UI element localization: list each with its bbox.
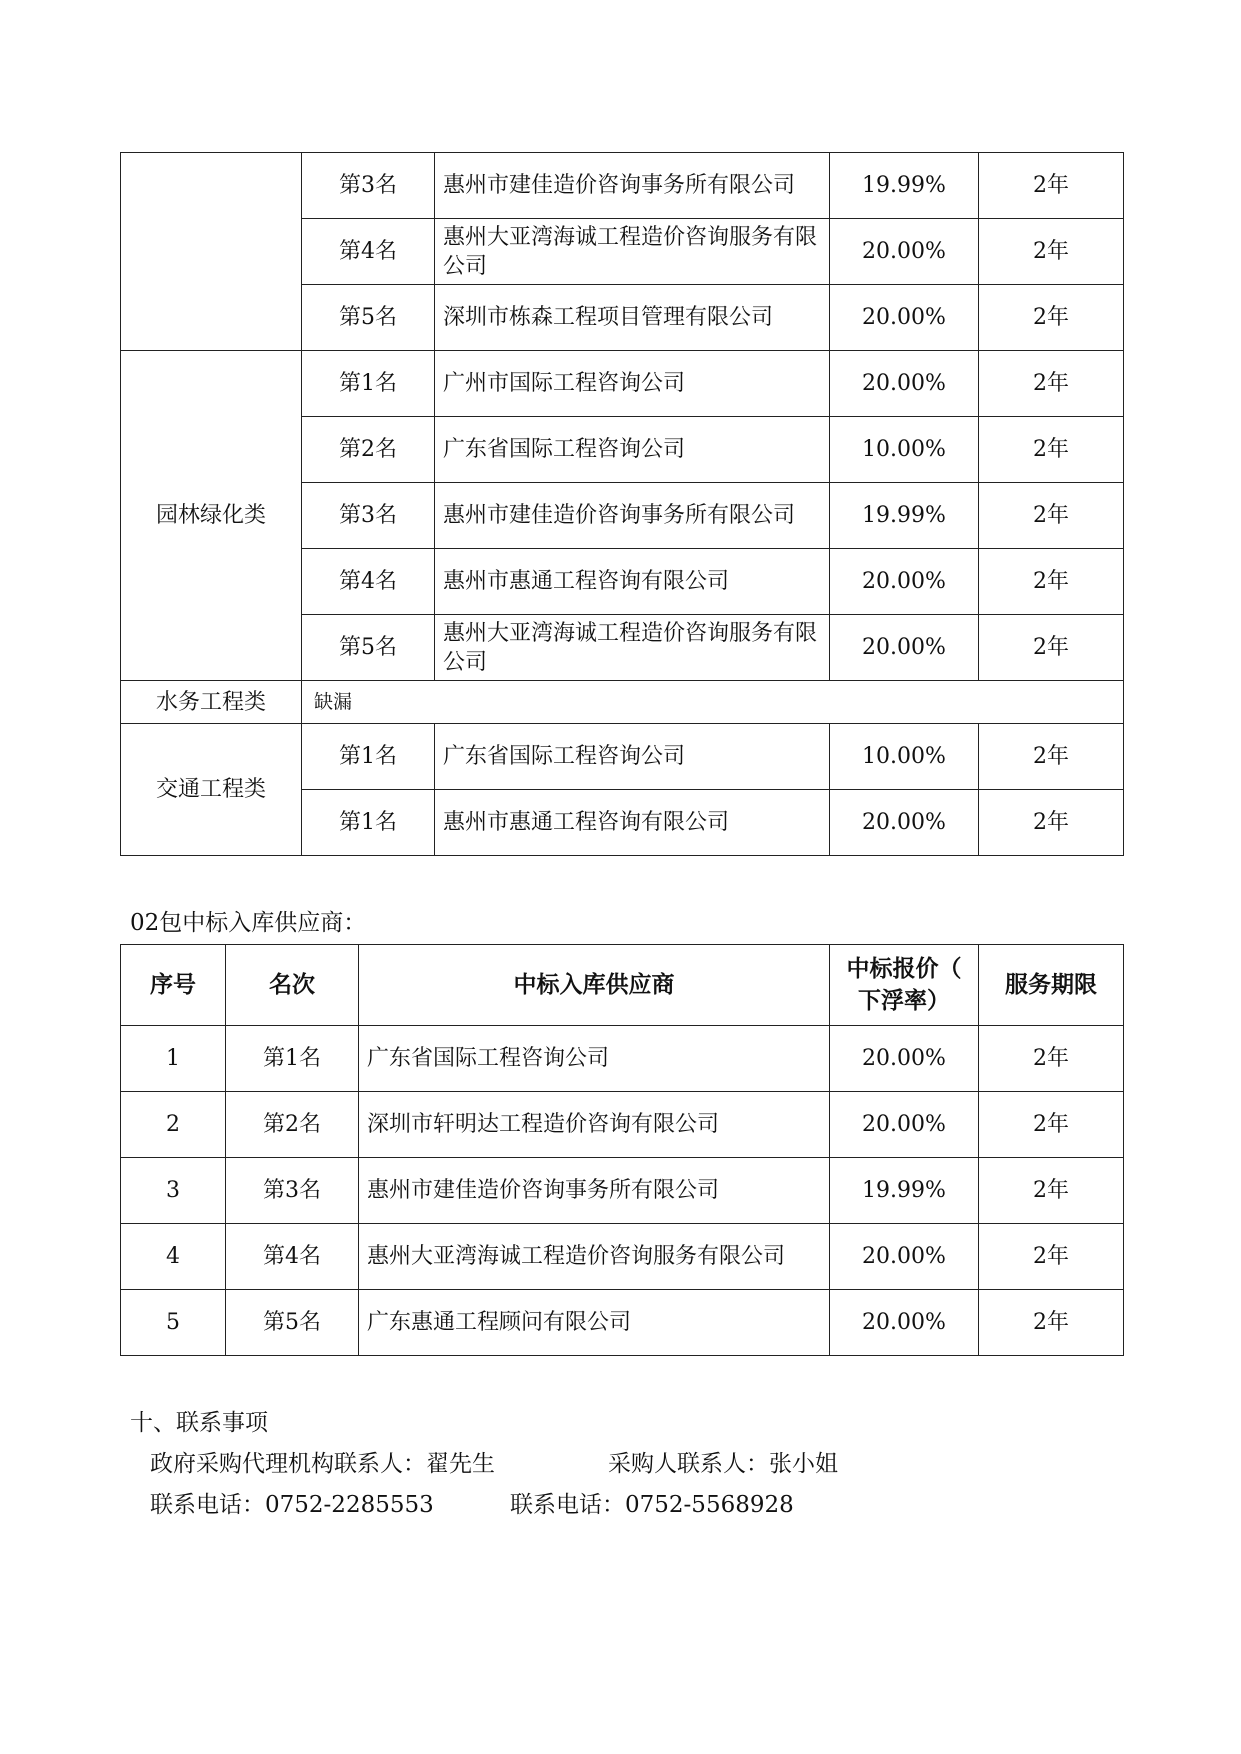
table-row <box>121 153 1124 219</box>
supplier-cell: 惠州市建佳造价咨询事务所有限公司 <box>359 1158 830 1224</box>
rank-cell: 第5名 <box>226 1290 359 1356</box>
buyer-contact: 采购人联系人：张小姐 <box>608 1451 838 1477</box>
term-cell: 2年 <box>979 1224 1124 1290</box>
table-row <box>121 1290 1124 1356</box>
supplier-cell: 惠州市建佳造价咨询事务所有限公司 <box>435 483 830 549</box>
category-cell-traffic: 交通工程类 <box>121 724 302 856</box>
rank-cell: 第5名 <box>302 285 435 351</box>
term-cell: 2年 <box>979 1092 1124 1158</box>
header-rank: 名次 <box>226 945 359 1026</box>
rate-cell: 20.00% <box>830 1290 979 1356</box>
table-header-row <box>121 945 1124 1026</box>
table-row <box>121 1026 1124 1092</box>
rate-cell: 10.00% <box>830 417 979 483</box>
term-cell: 2年 <box>979 615 1124 681</box>
table-row <box>121 681 1124 724</box>
header-no: 序号 <box>121 945 226 1026</box>
table-row <box>121 724 1124 790</box>
term-cell: 2年 <box>979 549 1124 615</box>
rank-cell: 第1名 <box>302 351 435 417</box>
rate-cell: 19.99% <box>830 153 979 219</box>
term-cell: 2年 <box>979 483 1124 549</box>
rate-cell: 20.00% <box>830 790 979 856</box>
header-price <box>830 945 979 1026</box>
rank-cell: 第2名 <box>226 1092 359 1158</box>
supplier-cell: 广东省国际工程咨询公司 <box>435 417 830 483</box>
rank-cell: 第2名 <box>302 417 435 483</box>
table-row <box>121 351 1124 417</box>
table-row <box>121 1224 1124 1290</box>
rate-cell: 20.00% <box>830 285 979 351</box>
category-cell-continued <box>121 153 302 351</box>
term-cell: 2年 <box>979 153 1124 219</box>
header-price-line1: 中标报价（ <box>846 956 962 982</box>
supplier-cell: 广东省国际工程咨询公司 <box>435 724 830 790</box>
rank-cell: 第5名 <box>302 615 435 681</box>
rank-cell: 第1名 <box>302 724 435 790</box>
rate-cell: 20.00% <box>830 1224 979 1290</box>
table-row <box>121 1158 1124 1224</box>
rate-cell: 19.99% <box>830 1158 979 1224</box>
header-price-line2: 下浮率） <box>858 988 950 1014</box>
rank-cell: 第3名 <box>302 483 435 549</box>
rate-cell: 20.00% <box>830 1026 979 1092</box>
no-cell: 1 <box>121 1026 226 1092</box>
supplier-cell: 深圳市轩明达工程造价咨询有限公司 <box>359 1092 830 1158</box>
rank-cell: 第4名 <box>302 219 435 285</box>
table-row <box>121 1092 1124 1158</box>
rate-cell: 20.00% <box>830 219 979 285</box>
supplier-cell: 深圳市栋森工程项目管理有限公司 <box>435 285 830 351</box>
term-cell: 2年 <box>979 1158 1124 1224</box>
category-cell-water: 水务工程类 <box>121 681 302 724</box>
missing-note: 缺漏 <box>302 681 1124 724</box>
rank-cell: 第1名 <box>302 790 435 856</box>
package02-title: 02包中标入库供应商： <box>130 910 367 936</box>
rank-cell: 第4名 <box>302 549 435 615</box>
no-cell: 3 <box>121 1158 226 1224</box>
supplier-cell: 广东省国际工程咨询公司 <box>359 1026 830 1092</box>
rank-cell: 第3名 <box>302 153 435 219</box>
category-ranking-table <box>120 152 1124 856</box>
contact-heading: 十、联系事项 <box>130 1410 268 1436</box>
rate-cell: 20.00% <box>830 615 979 681</box>
rate-cell: 20.00% <box>830 549 979 615</box>
rate-cell: 20.00% <box>830 1092 979 1158</box>
supplier-cell: 惠州大亚湾海诚工程造价咨询服务有限公司 <box>359 1224 830 1290</box>
supplier-cell: 广东惠通工程顾问有限公司 <box>359 1290 830 1356</box>
term-cell: 2年 <box>979 285 1124 351</box>
term-cell: 2年 <box>979 790 1124 856</box>
rate-cell: 19.99% <box>830 483 979 549</box>
supplier-cell: 惠州大亚湾海诚工程造价咨询服务有限公司 <box>435 219 830 285</box>
term-cell: 2年 <box>979 417 1124 483</box>
supplier-cell: 惠州市建佳造价咨询事务所有限公司 <box>435 153 830 219</box>
supplier-cell: 惠州大亚湾海诚工程造价咨询服务有限公司 <box>435 615 830 681</box>
rank-cell: 第1名 <box>226 1026 359 1092</box>
rank-cell: 第3名 <box>226 1158 359 1224</box>
header-supplier: 中标入库供应商 <box>359 945 830 1026</box>
term-cell: 2年 <box>979 351 1124 417</box>
term-cell: 2年 <box>979 1290 1124 1356</box>
rate-cell: 10.00% <box>830 724 979 790</box>
rate-cell: 20.00% <box>830 351 979 417</box>
buyer-phone: 联系电话：0752-5568928 <box>510 1492 794 1518</box>
term-cell: 2年 <box>979 724 1124 790</box>
no-cell: 5 <box>121 1290 226 1356</box>
supplier-cell: 惠州市惠通工程咨询有限公司 <box>435 790 830 856</box>
agency-phone: 联系电话：0752-2285553 <box>150 1492 434 1518</box>
term-cell: 2年 <box>979 1026 1124 1092</box>
supplier-cell: 惠州市惠通工程咨询有限公司 <box>435 549 830 615</box>
rank-cell: 第4名 <box>226 1224 359 1290</box>
agency-contact: 政府采购代理机构联系人：翟先生 <box>150 1451 495 1477</box>
header-term: 服务期限 <box>979 945 1124 1026</box>
no-cell: 2 <box>121 1092 226 1158</box>
no-cell: 4 <box>121 1224 226 1290</box>
supplier-cell: 广州市国际工程咨询公司 <box>435 351 830 417</box>
category-cell-garden: 园林绿化类 <box>121 351 302 681</box>
term-cell: 2年 <box>979 219 1124 285</box>
package02-table <box>120 944 1124 1356</box>
